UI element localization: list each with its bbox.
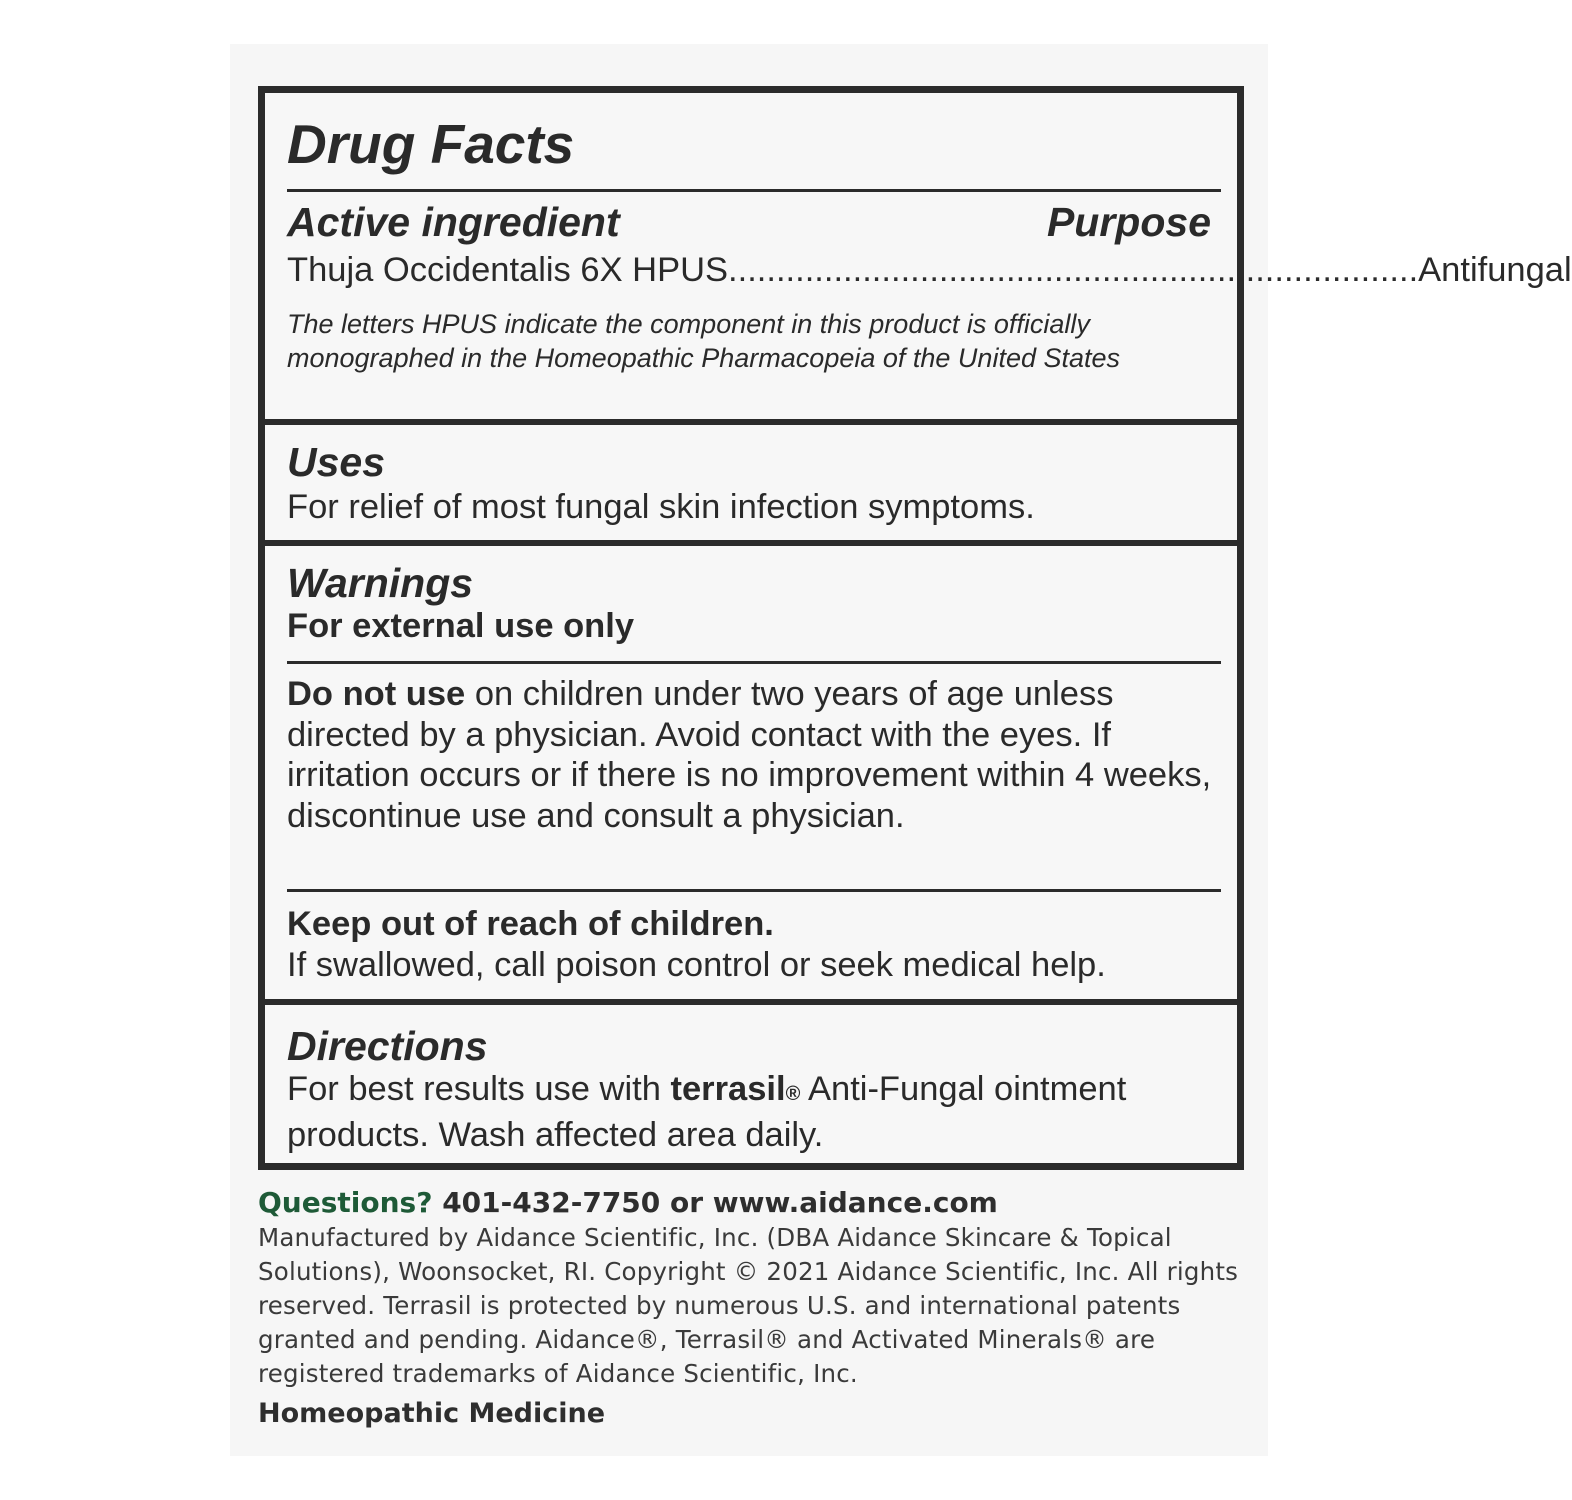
- active-ingredient-heading: Active ingredient: [287, 199, 620, 245]
- directions-text: [287, 1069, 1227, 1155]
- title-rule: [287, 189, 1221, 192]
- questions-line: [258, 1184, 1258, 1222]
- product-type: Homeopathic Medicine: [258, 1398, 606, 1429]
- purpose-heading: Purpose: [1046, 199, 1211, 245]
- ingredient-name: Thuja Occidentalis 6X HPUS: [287, 251, 729, 289]
- questions-contact: 401-432-7750 or www.aidance.com: [432, 1186, 998, 1219]
- manufacturer-notice: Manufactured by Aidance Scientific, Inc. (DBA Aidance Skincare & Topical Solutions), Woonsocket, RI. Copyright © 2021 Aidance Scientific, Inc. All rights reserved. Terrasil is protected by numerous U.S. and international patents granted and pending. Aidance®, Terrasil® and Activated Minerals® are registered trademarks of Aidance Scientific, Inc.: [258, 1223, 1239, 1388]
- directions-text-before: For best results use with: [287, 1070, 671, 1108]
- questions-label: Questions?: [258, 1186, 433, 1219]
- external-use-warning: For external use only: [287, 607, 635, 645]
- active-ingredient-section: [265, 93, 1572, 419]
- ingredient-purpose: Antifungal: [1418, 251, 1572, 289]
- keep-out-of-reach: Keep out of reach of children.: [287, 905, 774, 943]
- hpus-note: The letters HPUS indicate the component in this product is officially monographed in the Homeopathic Pharmacopeia of the United States: [287, 309, 1121, 373]
- uses-heading: Uses: [287, 439, 386, 485]
- registered-mark: ®: [785, 1083, 801, 1105]
- do-not-use-text: on children under two years of age unless directed by a physician. Avoid contact with the eyes. If irritation occurs or if there is no improvement within 4 weeks, discontinue use and consult a physician.: [287, 675, 1212, 835]
- warnings-heading: Warnings: [287, 560, 474, 606]
- uses-text: For relief of most fungal skin infection symptoms.: [287, 488, 1035, 526]
- swallowed-warning: If swallowed, call poison control or seek medical help.: [287, 946, 1106, 984]
- terrasil-brand: terrasil: [670, 1070, 786, 1108]
- drug-facts-title: Drug Facts: [287, 113, 575, 175]
- directions-section: [265, 1005, 1237, 1165]
- ingredient-dot-leader: ........................................................................: [728, 251, 1419, 289]
- do-not-use-warning: [287, 674, 1227, 836]
- drug-facts-box: [258, 86, 1572, 1170]
- warnings-section: [265, 546, 1237, 999]
- do-not-use-label: Do not use: [287, 675, 466, 713]
- warnings-rule: [287, 661, 1221, 664]
- warnings-rule: [287, 889, 1221, 892]
- directions-heading: Directions: [287, 1023, 488, 1069]
- ingredient-row: [287, 250, 1572, 290]
- directions-text-after: Anti-Fungal ointment products. Wash affected area daily.: [287, 1070, 1127, 1154]
- uses-section: [265, 425, 1237, 539]
